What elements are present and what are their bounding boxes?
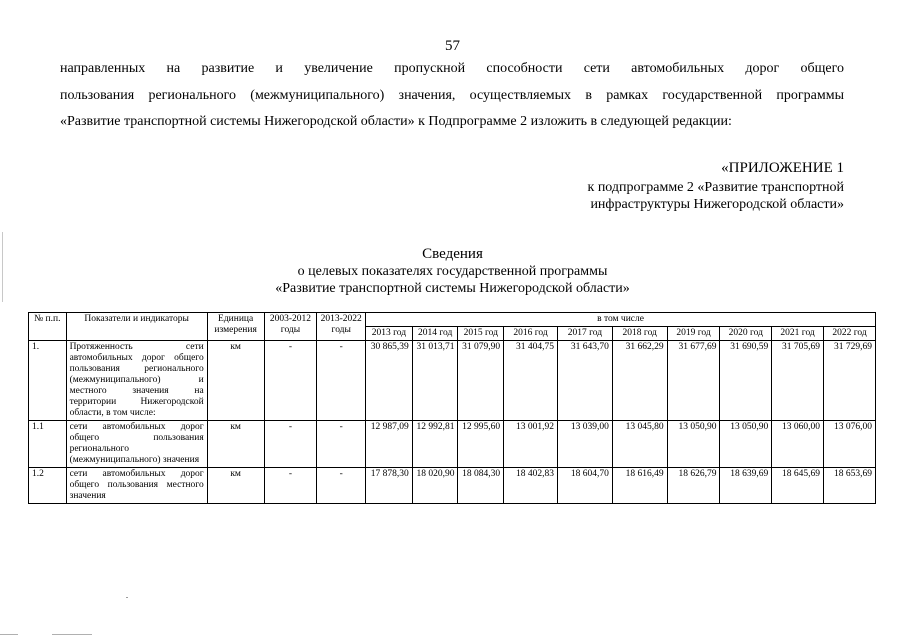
heading-line: о целевых показателях государственной программы (297, 264, 608, 279)
row-value: 31 013,71 (412, 341, 458, 421)
intro-line: направленных на развитие и увеличение пропускной способности сети автомобильных дорог общего (60, 61, 844, 76)
row-value: 18 645,69 (772, 468, 824, 504)
page-number: 57 (445, 38, 460, 54)
header-period-2003-2012: 2003-2012 годы (264, 313, 317, 341)
row-unit: км (207, 421, 264, 468)
row-value: 30 865,39 (366, 341, 413, 421)
intro-line: «Развитие транспортной системы Нижегородской области» к Подпрограмме 2 изложить в следующей редакции: (60, 114, 732, 129)
row-value: 31 662,29 (612, 341, 667, 421)
row-value: 31 404,75 (504, 341, 558, 421)
row-value: 13 050,90 (667, 421, 720, 468)
row-value: 13 050,90 (720, 421, 772, 468)
heading-title: Сведения (422, 246, 483, 262)
header-num: № п.п. (29, 313, 67, 341)
header-year: 2014 год (412, 327, 458, 341)
row-value: 31 729,69 (824, 341, 876, 421)
indicators-table (28, 312, 876, 504)
row-indicator: Протяженность сети автомобильных дорог общего пользования регионального (межмуниципального) и местного значения на территории Нижегородской области, в том числе: (66, 341, 207, 421)
row-value: 17 878,30 (366, 468, 413, 504)
row-indicator: сети автомобильных дорог общего пользования местного значения (66, 468, 207, 504)
row-value: 13 076,00 (824, 421, 876, 468)
table-row (29, 341, 876, 421)
header-indicator: Показатели и индикаторы (66, 313, 207, 341)
row-value: 31 690,59 (720, 341, 772, 421)
row-value: 18 639,69 (720, 468, 772, 504)
row-unit: км (207, 341, 264, 421)
heading-line: «Развитие транспортной системы Нижегородской области» (275, 281, 630, 296)
row-value: 31 677,69 (667, 341, 720, 421)
row-value: 12 992,81 (412, 421, 458, 468)
row-num: 1.1 (29, 421, 67, 468)
row-unit: км (207, 468, 264, 504)
row-value: 31 705,69 (772, 341, 824, 421)
header-period-2013-2022: 2013-2022 годы (317, 313, 366, 341)
row-period-1: - (264, 421, 317, 468)
row-value: 18 653,69 (824, 468, 876, 504)
scan-edge-line (2, 232, 3, 302)
intro-paragraph (60, 56, 844, 136)
header-year: 2022 год (824, 327, 876, 341)
intro-line: пользования регионального (межмуниципального) значения, осуществляемых в рамках государственной программы (60, 87, 844, 103)
header-year: 2019 год (667, 327, 720, 341)
row-value: 31 643,70 (557, 341, 612, 421)
row-value: 13 060,00 (772, 421, 824, 468)
row-period-1: - (264, 468, 317, 504)
row-value: 18 402,83 (504, 468, 558, 504)
header-year: 2021 год (772, 327, 824, 341)
header-year: 2020 год (720, 327, 772, 341)
row-period-2: - (317, 468, 366, 504)
appendix-caption (544, 160, 844, 213)
table-row (29, 421, 876, 468)
table-heading (0, 246, 905, 297)
scan-speck (126, 597, 128, 598)
row-value: 18 616,49 (612, 468, 667, 504)
header-year: 2015 год (458, 327, 504, 341)
row-value: 13 001,92 (504, 421, 558, 468)
header-year: 2017 год (557, 327, 612, 341)
scan-mark (52, 634, 92, 635)
row-value: 13 039,00 (557, 421, 612, 468)
scan-mark (0, 634, 18, 635)
header-year: 2013 год (366, 327, 413, 341)
row-value: 18 020,90 (412, 468, 458, 504)
row-period-1: - (264, 341, 317, 421)
row-value: 12 995,60 (458, 421, 504, 468)
row-value: 18 604,70 (557, 468, 612, 504)
header-year: 2018 год (612, 327, 667, 341)
table-row (29, 468, 876, 504)
appendix-line: к подпрограмме 2 «Развитие транспортной (587, 180, 844, 195)
row-num: 1.2 (29, 468, 67, 504)
row-indicator: сети автомобильных дорог общего пользования регионального (межмуниципального) значения (66, 421, 207, 468)
appendix-title: «ПРИЛОЖЕНИЕ 1 (721, 160, 844, 176)
appendix-line: инфраструктуры Нижегородской области» (590, 197, 844, 212)
row-value: 31 079,90 (458, 341, 504, 421)
row-period-2: - (317, 341, 366, 421)
row-num: 1. (29, 341, 67, 421)
row-value: 18 084,30 (458, 468, 504, 504)
row-period-2: - (317, 421, 366, 468)
header-unit: Единица измерения (207, 313, 264, 341)
row-value: 13 045,80 (612, 421, 667, 468)
header-year: 2016 год (504, 327, 558, 341)
row-value: 18 626,79 (667, 468, 720, 504)
row-value: 12 987,09 (366, 421, 413, 468)
header-including: в том числе (366, 313, 876, 327)
